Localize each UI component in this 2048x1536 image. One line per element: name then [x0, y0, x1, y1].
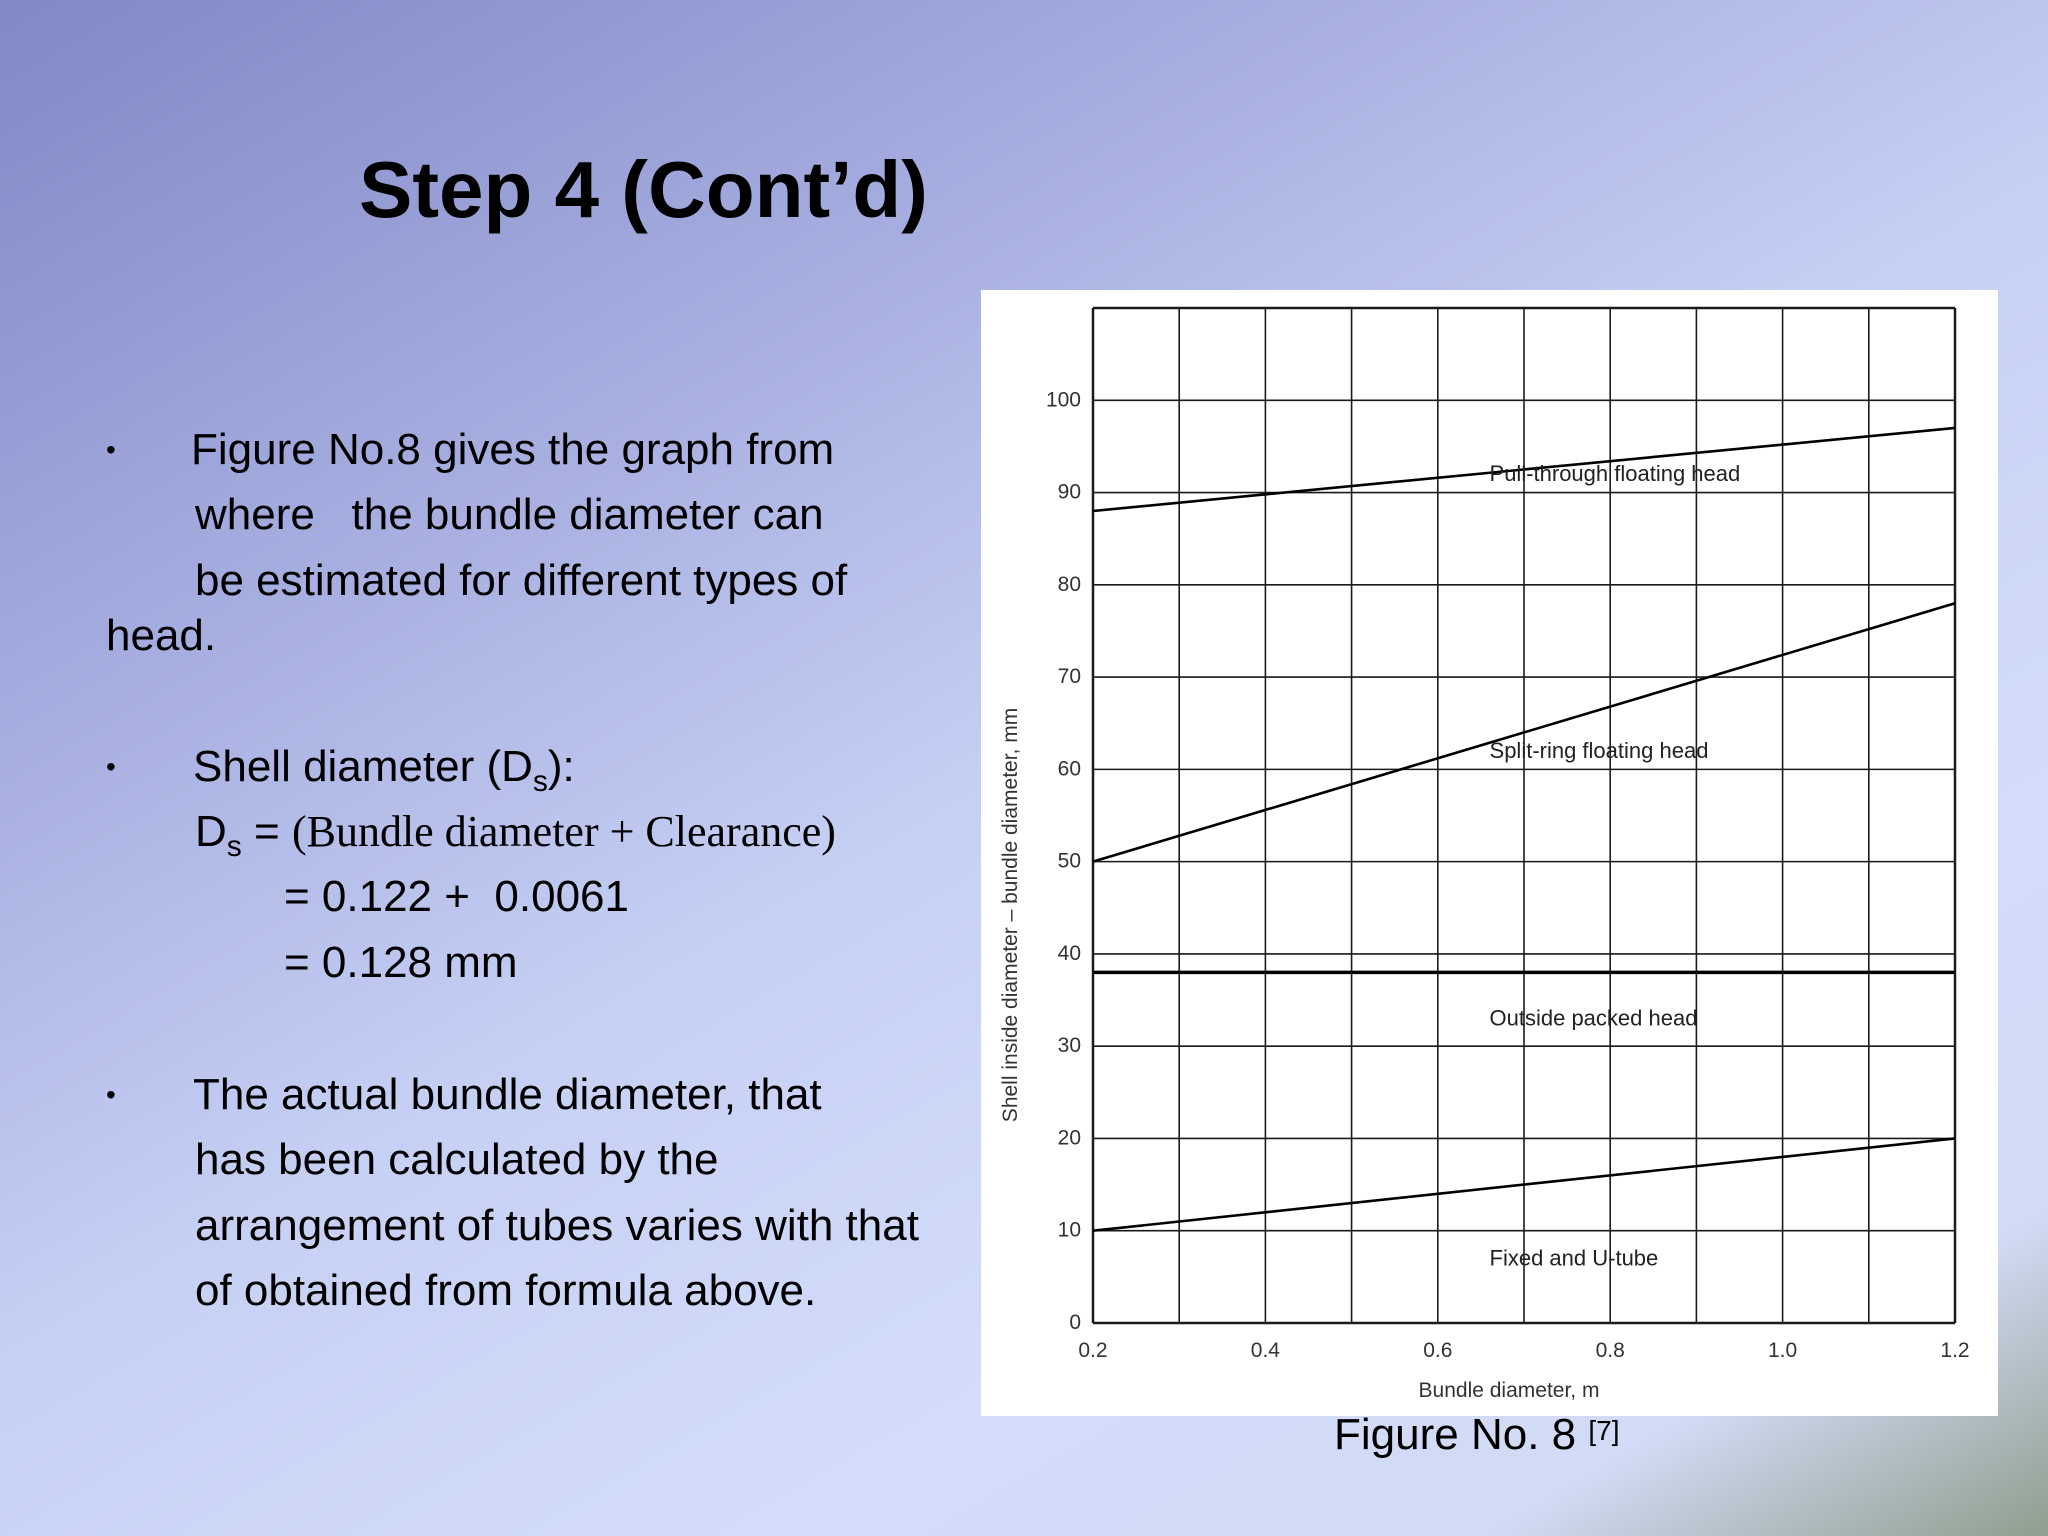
bullet-2-text: Shell diameter $(D_s)$:: [193, 742, 575, 798]
y-tick-label: 70: [1057, 665, 1081, 689]
y-tick-label: 80: [1057, 572, 1081, 596]
bullet-3-line-4: of obtained from formula above.: [195, 1266, 817, 1315]
x-tick-label: 1.2: [1940, 1339, 1970, 1362]
chart-ticks: [1046, 388, 1970, 1362]
series-label: Split-ring floating head: [1489, 737, 1709, 763]
y-tick-label: 40: [1057, 941, 1081, 965]
bullet-1-line-2: where the bundle diameter can: [195, 490, 824, 539]
bullet-1-line-1: Figure No.8 gives the graph from: [191, 425, 835, 474]
x-tick-label: 0.2: [1078, 1339, 1108, 1362]
y-tick-label: 90: [1057, 480, 1081, 504]
bullet-dot: •: [106, 1079, 116, 1110]
y-tick-label: 10: [1057, 1218, 1081, 1242]
x-tick-label: 0.6: [1423, 1339, 1453, 1362]
formula-line-3: = 0.128 mm: [284, 938, 518, 987]
x-tick-label: 0.8: [1595, 1339, 1625, 1362]
x-tick-label: 0.4: [1250, 1339, 1281, 1362]
y-axis-label: Shell inside diameter – bundle diameter, mm: [999, 707, 1022, 1123]
y-tick-label: 100: [1045, 388, 1081, 412]
figure-panel: [981, 290, 1998, 1416]
series-label: Fixed and U-tube: [1489, 1245, 1659, 1271]
bullet-dot: •: [106, 434, 116, 465]
y-tick-label: 50: [1057, 849, 1081, 873]
figure-caption: Figure No. 8 [7]: [1334, 1410, 1620, 1459]
formula-line-2: = 0.122 + 0.0061: [284, 872, 629, 921]
series-label: Pull-through floating head: [1489, 461, 1741, 487]
x-axis-label: Bundle diameter, m: [1418, 1379, 1600, 1402]
bullet-1-line-4: head.: [106, 611, 217, 660]
bullet-3-line-1: The actual bundle diameter, that: [193, 1070, 822, 1119]
y-tick-label: 60: [1057, 757, 1081, 781]
bullet-1-line-3: be estimated for different types of: [195, 556, 848, 605]
formula-line-1: $D_s$ = (Bundle diameter + Clearance): [195, 807, 836, 863]
bullet-3-line-2: has been calculated by the: [195, 1135, 719, 1184]
bullet-3-line-3: arrangement of tubes varies with that: [195, 1201, 919, 1250]
y-tick-label: 20: [1057, 1126, 1081, 1150]
series-label: Outside packed head: [1489, 1005, 1698, 1031]
clearance-chart: [981, 290, 1998, 1416]
bullet-dot: •: [106, 751, 116, 782]
x-tick-label: 1.0: [1767, 1339, 1798, 1362]
y-tick-label: 0: [1069, 1311, 1081, 1334]
y-tick-label: 30: [1057, 1034, 1081, 1058]
figure-reference: [7]: [1588, 1415, 1620, 1446]
slide-title: Step 4 (Cont’d): [359, 145, 928, 234]
